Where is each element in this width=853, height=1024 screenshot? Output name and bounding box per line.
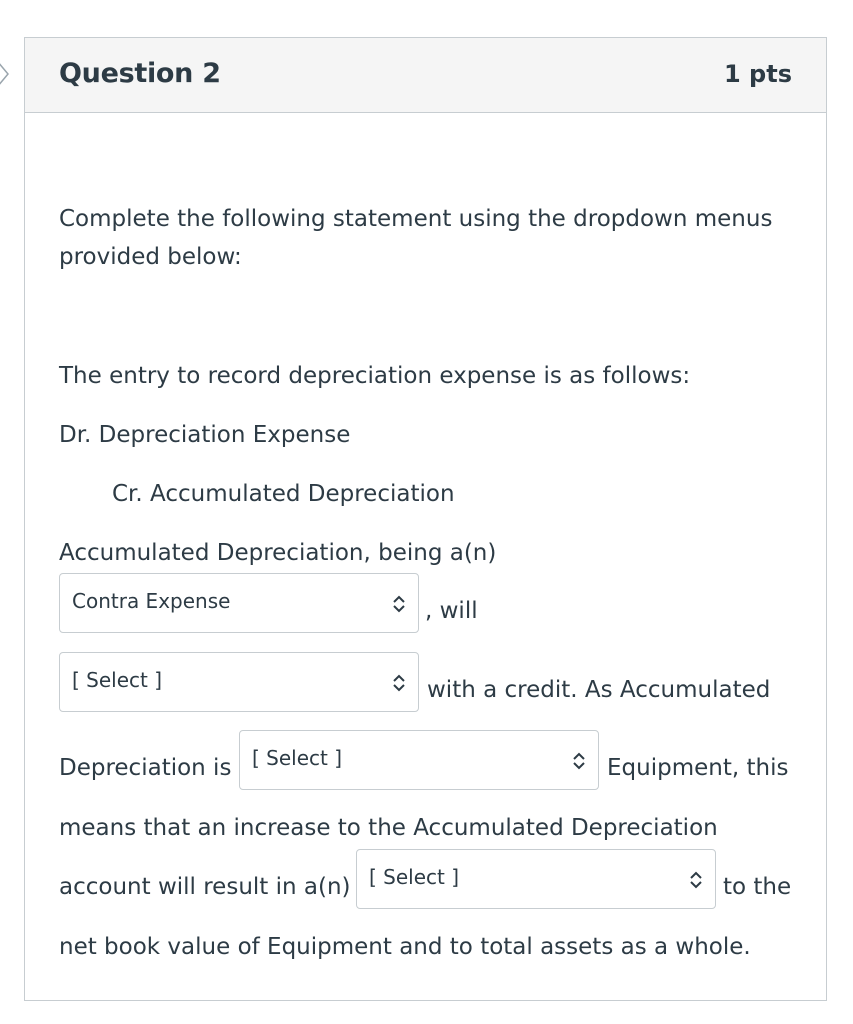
final-line: net book value of Equipment and to total assets as a whole.: [59, 934, 751, 960]
after-dropdown-2: with a credit. As Accumulated: [427, 677, 771, 703]
before-dropdown-3: Depreciation is: [59, 755, 232, 781]
updown-chevron-icon: [392, 594, 406, 614]
means-line: means that an increase to the Accumulated Depreciation: [59, 815, 718, 841]
dropdown-selected-value: [ Select ]: [252, 746, 343, 770]
updown-chevron-icon: [392, 673, 406, 693]
debit-line: Dr. Depreciation Expense: [59, 422, 351, 448]
dropdown-effect[interactable]: [356, 849, 716, 909]
after-dropdown-3: Equipment, this: [607, 755, 789, 781]
before-dropdown-4: account will result in a(n): [59, 874, 351, 900]
statement-start: Accumulated Depreciation, being a(n): [59, 540, 497, 566]
instruction-line-2: provided below:: [59, 244, 242, 270]
updown-chevron-icon: [689, 870, 703, 890]
updown-chevron-icon: [572, 751, 586, 771]
dropdown-account-type[interactable]: [59, 573, 419, 633]
credit-line: Cr. Accumulated Depreciation: [112, 481, 455, 507]
instruction-line-1: Complete the following statement using the dropdown menus: [59, 206, 773, 232]
after-dropdown-4: to the: [723, 874, 792, 900]
question-points: 1 pts: [724, 60, 792, 88]
dropdown-selected-value: Contra Expense: [72, 589, 231, 613]
question-header: [25, 38, 826, 113]
dropdown-selected-value: [ Select ]: [369, 865, 460, 889]
dropdown-increase-decrease[interactable]: [59, 652, 419, 712]
question-card: [24, 37, 827, 1001]
dropdown-relation[interactable]: [239, 730, 599, 790]
chevron-right-icon[interactable]: [0, 60, 10, 88]
after-dropdown-1: , will: [425, 598, 478, 624]
dropdown-selected-value: [ Select ]: [72, 668, 163, 692]
entry-intro: The entry to record depreciation expense is as follows:: [59, 363, 691, 389]
question-title: Question 2: [59, 58, 221, 89]
